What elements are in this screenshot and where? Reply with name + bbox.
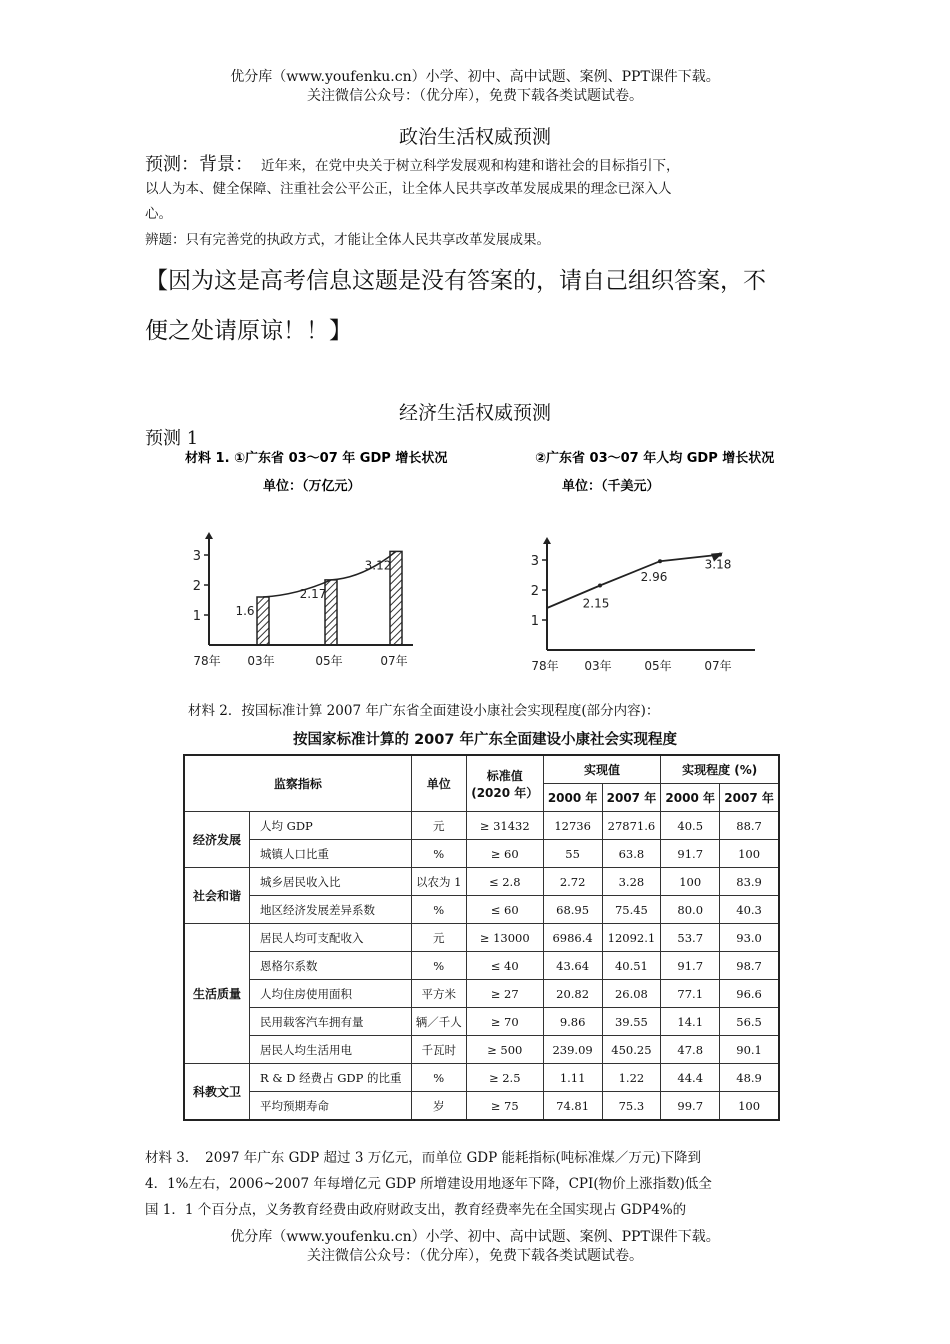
cell-ind: 恩格尔系数: [250, 952, 412, 980]
table-row: [184, 896, 779, 924]
cell-unit: %: [411, 840, 466, 868]
col-degree-2000: 2000 年: [661, 784, 720, 812]
chart2-x-tick-label: 05年: [644, 659, 672, 672]
col-standard: 标准值 (2020 年）: [466, 755, 543, 812]
cell-d2007: 96.6: [720, 980, 779, 1008]
cell-a2000: 1.11: [543, 1064, 602, 1092]
cell-unit: 以农为 1: [411, 868, 466, 896]
cell-d2000: 80.0: [661, 896, 720, 924]
chart2-x-tick-label: 07年: [704, 659, 732, 672]
table-row: [184, 868, 779, 896]
cell-ind: 居民人均可支配收入: [250, 924, 412, 952]
cell-unit: 平方米: [411, 980, 466, 1008]
cell-unit: 元: [411, 924, 466, 952]
cell-ind: 人均住房使用面积: [250, 980, 412, 1008]
cell-a2007: 3.28: [602, 868, 661, 896]
cell-std: ≥ 13000: [466, 924, 543, 952]
group-label: 科教文卫: [184, 1064, 250, 1121]
background-line1: 近年来，在党中央关于树立科学发展观和构建和谐社会的目标指引下，: [261, 158, 680, 174]
cell-std: ≥ 27: [466, 980, 543, 1008]
cell-unit: 岁: [411, 1092, 466, 1121]
cell-a2007: 75.45: [602, 896, 661, 924]
cell-a2000: 74.81: [543, 1092, 602, 1121]
cell-std: ≤ 40: [466, 952, 543, 980]
site-header-line2: 关注微信公众号：（优分库），免费下载各类试题试卷。: [307, 88, 643, 104]
cell-unit: %: [411, 952, 466, 980]
chart2-x-tick-label: 78年: [531, 659, 559, 672]
table-row: [184, 924, 779, 952]
chart1-x-tick-label: 05年: [315, 654, 343, 668]
chart1-bar: [257, 597, 269, 645]
cell-ind: 城镇人口比重: [250, 840, 412, 868]
cell-ind: 民用载客汽车拥有量: [250, 1008, 412, 1036]
chart1-x-tick-label: 78年: [193, 654, 221, 668]
chart2-unit: 单位：（千美元）: [562, 479, 660, 494]
chart2-plot: [531, 537, 755, 672]
cell-d2000: 77.1: [661, 980, 720, 1008]
cell-d2000: 91.7: [661, 840, 720, 868]
cell-ind: 居民人均生活用电: [250, 1036, 412, 1064]
chart2-point: [598, 584, 602, 588]
cell-d2000: 91.7: [661, 952, 720, 980]
cell-a2000: 2.72: [543, 868, 602, 896]
cell-d2000: 100: [661, 868, 720, 896]
chart2-point: [718, 553, 722, 557]
chart1-unit: 单位：（万亿元）: [263, 479, 361, 494]
prediction-1-label: 预测 1: [145, 428, 199, 449]
cell-d2000: 99.7: [661, 1092, 720, 1121]
economics-title: 经济生活权威预测: [398, 402, 551, 424]
cell-a2000: 55: [543, 840, 602, 868]
gdp-growth-chart: [145, 440, 515, 672]
cell-d2007: 100: [720, 840, 779, 868]
politics-title: 政治生活权威预测: [398, 126, 551, 148]
col-degree: 实现程度 (%): [661, 755, 779, 784]
cell-std: ≤ 60: [466, 896, 543, 924]
chart1-title: 材料 1. ①广东省 03～07 年 GDP 增长状况: [185, 451, 448, 466]
table-row: [184, 1036, 779, 1064]
cell-d2007: 40.3: [720, 896, 779, 924]
table-row: [184, 980, 779, 1008]
col-actual: 实现值: [543, 755, 661, 784]
chart1-y-tick-label: 2: [192, 579, 201, 594]
site-header-line1: 优分库（www.youfenku.cn）小学、初中、高中试题、案例、PPT课件下载。: [230, 69, 720, 85]
chart2-data-label: 3.18: [704, 557, 732, 572]
cell-a2007: 1.22: [602, 1064, 661, 1092]
chart1-plot: [193, 532, 413, 668]
table-title: 按国家标准计算的 2007 年广东全面建设小康社会实现程度: [293, 732, 677, 748]
background-line2: 以人为本、健全保障、注重社会公平公正，让全体人民共享改革发展成果的理念已深入人: [145, 181, 672, 197]
cell-unit: 辆／千人: [411, 1008, 466, 1036]
cell-d2007: 56.5: [720, 1008, 779, 1036]
chart2-data-label: 2.96: [640, 570, 668, 585]
cell-a2007: 12092.1: [602, 924, 661, 952]
cell-a2007: 26.08: [602, 980, 661, 1008]
material-2-text: 材料 2．按国标准计算 2007 年广东省全面建设小康社会实现程度(部分内容)：: [188, 703, 660, 719]
col-actual-2000: 2000 年: [543, 784, 602, 812]
col-unit: 单位: [411, 755, 466, 812]
material-3-line3: 国 1．1 个百分点，义务教育经费由政府财政支出，教育经费率先在全国实现占 GDP4%的: [145, 1202, 687, 1218]
cell-d2000: 14.1: [661, 1008, 720, 1036]
cell-a2007: 39.55: [602, 1008, 661, 1036]
cell-a2000: 20.82: [543, 980, 602, 1008]
chart2-y-tick-label: 2: [530, 584, 539, 599]
table-row: [184, 1008, 779, 1036]
per-capita-gdp-chart: [515, 440, 815, 672]
cell-a2000: 9.86: [543, 1008, 602, 1036]
material-3-text: [145, 1145, 813, 1223]
cell-ind: 人均 GDP: [250, 812, 412, 840]
cell-unit: %: [411, 1064, 466, 1092]
cell-a2000: 68.95: [543, 896, 602, 924]
cell-a2000: 6986.4: [543, 924, 602, 952]
cell-d2007: 98.7: [720, 952, 779, 980]
cell-a2007: 40.51: [602, 952, 661, 980]
chart2-y-arrow: [543, 537, 551, 544]
chart1-data-label: 2.17: [299, 586, 327, 601]
cell-d2000: 44.4: [661, 1064, 720, 1092]
cell-d2000: 47.8: [661, 1036, 720, 1064]
cell-d2007: 83.9: [720, 868, 779, 896]
col-indicator: 监察指标: [184, 755, 411, 812]
cell-unit: 千瓦时: [411, 1036, 466, 1064]
cell-d2007: 93.0: [720, 924, 779, 952]
cell-std: ≥ 60: [466, 840, 543, 868]
cell-d2007: 88.7: [720, 812, 779, 840]
chart1-x-tick-label: 07年: [380, 654, 408, 668]
cell-a2000: 12736: [543, 812, 602, 840]
group-label: 经济发展: [184, 812, 250, 868]
table-row: [184, 840, 779, 868]
group-label: 社会和谐: [184, 868, 250, 924]
chart1-y-tick-label: 1: [192, 609, 201, 624]
group-label: 生活质量: [184, 924, 250, 1064]
chart1-y-arrow: [205, 532, 213, 539]
chart1-bar: [325, 580, 337, 645]
material-3-line1: 材料 3． 2097 年广东 GDP 超过 3 万亿元，而单位 GDP 能耗指标(吨标准煤／万元)下降到: [145, 1150, 702, 1166]
cell-a2007: 63.8: [602, 840, 661, 868]
cell-a2007: 75.3: [602, 1092, 661, 1121]
cell-a2007: 450.25: [602, 1036, 661, 1064]
chart1-data-label: 3.12: [364, 558, 392, 573]
cell-std: ≥ 2.5: [466, 1064, 543, 1092]
cell-a2000: 239.09: [543, 1036, 602, 1064]
cell-ind: 城乡居民收入比: [250, 868, 412, 896]
chart1-x-tick-label: 03年: [247, 654, 275, 668]
prediction-lead: 预测：背景：: [145, 154, 253, 175]
chart2-series-line: [547, 555, 720, 608]
politics-paragraph: [145, 150, 680, 176]
debate-question: 辨题：只有完善党的执政方式，才能让全体人民共享改革发展成果。: [145, 232, 550, 248]
cell-std: ≥ 31432: [466, 812, 543, 840]
table-row: [184, 952, 779, 980]
cell-ind: R & D 经费占 GDP 的比重: [250, 1064, 412, 1092]
chart2-x-tick-label: 03年: [584, 659, 612, 672]
cell-std: ≥ 500: [466, 1036, 543, 1064]
cell-d2007: 48.9: [720, 1064, 779, 1092]
chart1-bar: [390, 551, 402, 645]
cell-d2000: 40.5: [661, 812, 720, 840]
background-line3: 心。: [145, 206, 172, 222]
material-3-line2: 4．1%左右，2006~2007 年每增亿元 GDP 所增建设用地逐年下降，CPI(物价上涨指数)低全: [145, 1176, 712, 1192]
cell-unit: %: [411, 896, 466, 924]
site-footer-line1: 优分库（www.youfenku.cn）小学、初中、高中试题、案例、PPT课件下载。: [230, 1229, 720, 1245]
cell-std: ≥ 70: [466, 1008, 543, 1036]
cell-a2000: 43.64: [543, 952, 602, 980]
chart2-y-tick-label: 1: [530, 614, 539, 629]
table-row: [184, 812, 779, 840]
chart2-data-label: 2.15: [582, 596, 610, 611]
xiaokang-table: [183, 754, 780, 1121]
cell-a2007: 27871.6: [602, 812, 661, 840]
no-answer-note-line1: 【因为这是高考信息这题是没有答案的，请自己组织答案，不: [145, 268, 766, 294]
cell-d2000: 53.7: [661, 924, 720, 952]
cell-std: ≤ 2.8: [466, 868, 543, 896]
cell-unit: 元: [411, 812, 466, 840]
cell-d2007: 90.1: [720, 1036, 779, 1064]
chart2-title: ②广东省 03～07 年人均 GDP 增长状况: [535, 451, 775, 466]
no-answer-note-line2: 便之处请原谅！！】: [145, 318, 352, 344]
chart1-y-tick-label: 3: [192, 549, 201, 564]
chart1-data-label: 1.6: [235, 604, 255, 618]
col-degree-2007: 2007 年: [720, 784, 779, 812]
cell-ind: 平均预期寿命: [250, 1092, 412, 1121]
site-footer-line2: 关注微信公众号：（优分库），免费下载各类试题试卷。: [307, 1248, 643, 1264]
cell-ind: 地区经济发展差异系数: [250, 896, 412, 924]
table-row: [184, 1092, 779, 1121]
col-actual-2007: 2007 年: [602, 784, 661, 812]
cell-d2007: 100: [720, 1092, 779, 1121]
cell-std: ≥ 75: [466, 1092, 543, 1121]
table-row: [184, 1064, 779, 1092]
chart2-point: [658, 559, 662, 563]
chart2-y-tick-label: 3: [530, 554, 539, 569]
